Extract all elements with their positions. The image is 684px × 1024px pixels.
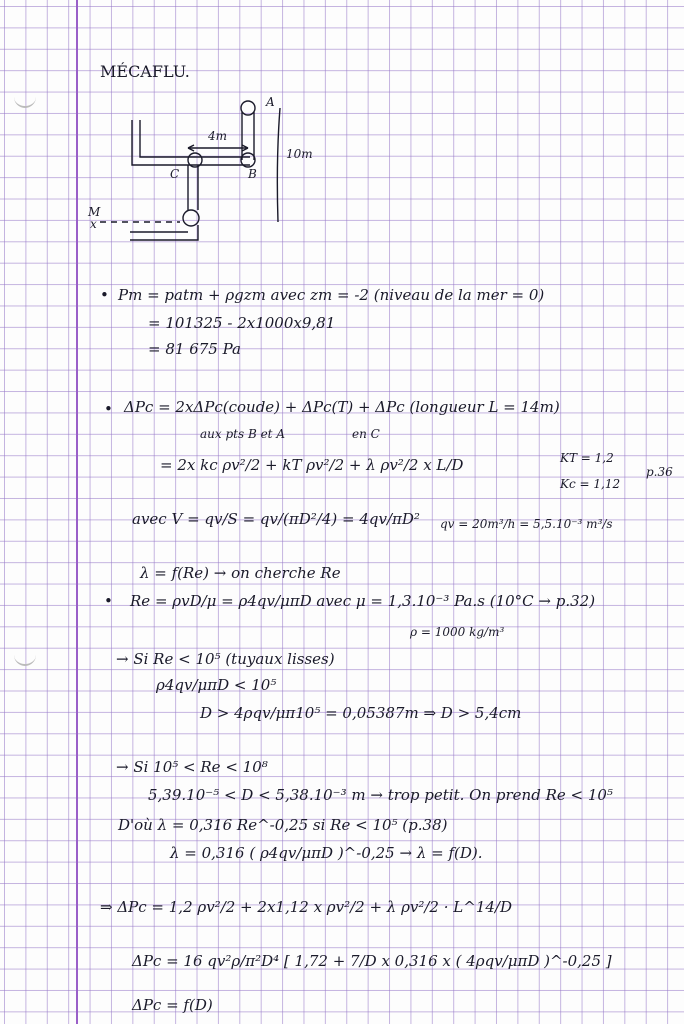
dpc-line-2: = 2x kc ρv²/2 + kT ρv²/2 + λ ρv²/2 x L/D [160, 456, 464, 474]
diagram-label-a: A [266, 95, 275, 109]
pipe-diagram [0, 0, 684, 300]
coefficient-kc: Kc = 1,12 [560, 477, 621, 491]
case-1-title: → Si Re < 10⁵ (tuyaux lisses) [116, 650, 335, 668]
page-title: MÉCAFLU. [100, 62, 190, 81]
bullet-re: • [104, 592, 113, 610]
pm-line-2: = 101325 - 2x1000x9,81 [148, 314, 336, 332]
dpc-note-points: aux pts B et A [200, 427, 285, 441]
diagram-label-x: x [90, 217, 97, 231]
pm-line-3: = 81 675 Pa [148, 340, 241, 358]
dpc-line-1: ΔPc = 2xΔPc(coude) + ΔPc(T) + ΔPc (longueur L = 14m) [124, 398, 560, 416]
case-2-range: 5,39.10⁻⁵ < D < 5,38.10⁻³ m → trop petit. On prend Re < 10⁵ [148, 786, 613, 804]
bullet-pm: • [100, 286, 109, 304]
page-ref-36: p.36 [646, 465, 673, 479]
coefficient-kt: KT = 1,2 [560, 451, 614, 465]
flow-rate: qv = 20m³/h = 5,5.10⁻³ m³/s [440, 517, 613, 531]
bullet-dpc: • [104, 400, 113, 418]
pm-line-1: Pm = patm + ρgzm avec zm = -2 (niveau de la mer = 0) [118, 286, 545, 304]
dimension-10m: 10m [286, 147, 313, 161]
lambda-line: λ = f(Re) → on cherche Re [140, 564, 341, 582]
dpc-note-c: en C [352, 427, 380, 441]
diagram-label-c: C [170, 167, 180, 181]
case-1-result: D > 4ρqv/μπ10⁵ = 0,05387m ⇒ D > 5,4cm [200, 704, 522, 722]
dpc-function: ΔPc = f(D) [132, 996, 213, 1014]
diagram-label-m: M [88, 205, 101, 219]
density: ρ = 1000 kg/m³ [410, 625, 505, 639]
velocity-line: avec V = qv/S = qv/(πD²/4) = 4qv/πD² [132, 510, 420, 528]
reynolds-line: Re = ρvD/μ = ρ4qv/μπD avec μ = 1,3.10⁻³ Pa.s (10°C → p.32) [130, 592, 596, 610]
dpc-final: ΔPc = 16 qv²ρ/π²D⁴ [ 1,72 + 7/D x 0,316 x ( 4ρqv/μπD )^-0,25 ] [132, 952, 612, 970]
case-2-title: → Si 10⁵ < Re < 10⁸ [116, 758, 268, 776]
lambda-formula-1: D'où λ = 0,316 Re^-0,25 si Re < 10⁵ (p.38) [118, 816, 448, 834]
lambda-formula-2: λ = 0,316 ( ρ4qv/μπD )^-0,25 → λ = f(D). [170, 844, 483, 862]
case-1-inequality: ρ4qv/μπD < 10⁵ [156, 676, 277, 694]
diagram-label-b: B [248, 167, 257, 181]
dimension-4m: 4m [208, 129, 228, 143]
dpc-expanded: ⇒ ΔPc = 1,2 ρv²/2 + 2x1,12 x ρv²/2 + λ ρv²/2 · L^14/D [100, 898, 512, 916]
